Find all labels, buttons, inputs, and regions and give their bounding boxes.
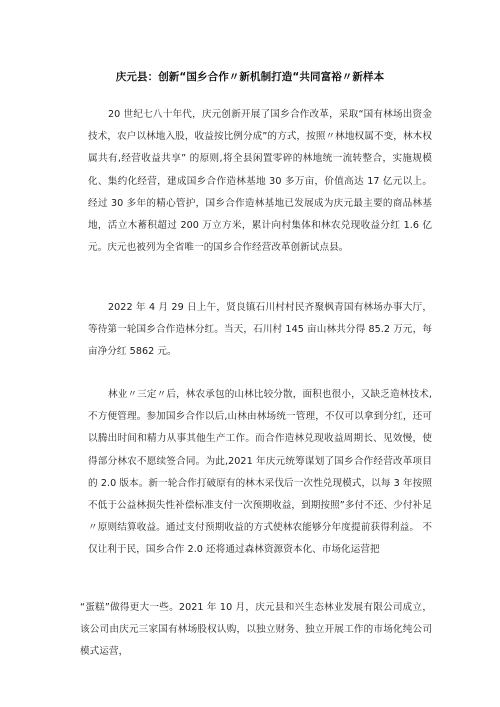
paragraph-1: 20 世纪七八十年代，庆元创新开展了国乡合作改革，采取“国有林场出资金技术，农户以林地入股，收益按比例分成”的方式，按照〃林地权属不变，林木权属共有,经营收益共享” 的原则,将全县闲置零碎的林地统一流转整合，实施规模化、集约化经营，建成国乡合作造林基地 30 多万亩，价值高达 17 亿元以上。经过 30 多年的精心管护，国乡合作造林基地已发展成为庆元最主要的商品林基地，活立木蓄积超过 200 万立方米，累计向村集体和林农兑现收益分红 1.6 亿元。庆元也被列为全省唯一的国乡合作经营改革创新试点县。 <box>88 109 432 254</box>
paragraph-3: 林业〃三定〃后，林农承包的山林比较分散，面积也很小，又缺乏造林技术,不方便管理。参加国乡合作以后,山林由林场统一管理，不仅可以拿到分红，还可以腾出时间和精力从事其他生产工作。而合作造林兑现收益周期长、见效慢，使得部分林农不愿续签合同。为此,2021 年庆元统筹谋划了国乡合作经营改革项目的 2.0 版本。新一轮合作打破原有的林木采伐后一次性兑现模式，以每 3 年按照不低于公益林损失性补偿标准支付一次预期收益，到期按照”多付不还、少付补足〃原则结算收益。通过支付预期收益的方式使林农能够分年度提前获得利益。 不仅让利于民，国乡合作 2.0 还将通过森林资源资本化、市场化运营把 <box>88 389 432 556</box>
paragraph-4: “蛋糕”做得更大一些。2021 年 10 月，庆元县和兴生态林业发展有限公司成立，该公司由庆元三家国有林场股权认购，以独立财务、独立开展工作的市场化纯公司模式运营， <box>80 602 432 658</box>
document-title: 庆元县：创新“国乡合作〃新机制打造“共同富裕〃新样本 <box>115 71 385 83</box>
paragraph-2: 2022 年 4 月 29 日上午，贤良镇石川村村民齐聚枫青国有林场办事大厅，等待第一轮国乡合作造林分红。当天，石川村 145 亩山林共分得 85.2 万元，每亩净分红 5862 元。 <box>88 302 432 358</box>
